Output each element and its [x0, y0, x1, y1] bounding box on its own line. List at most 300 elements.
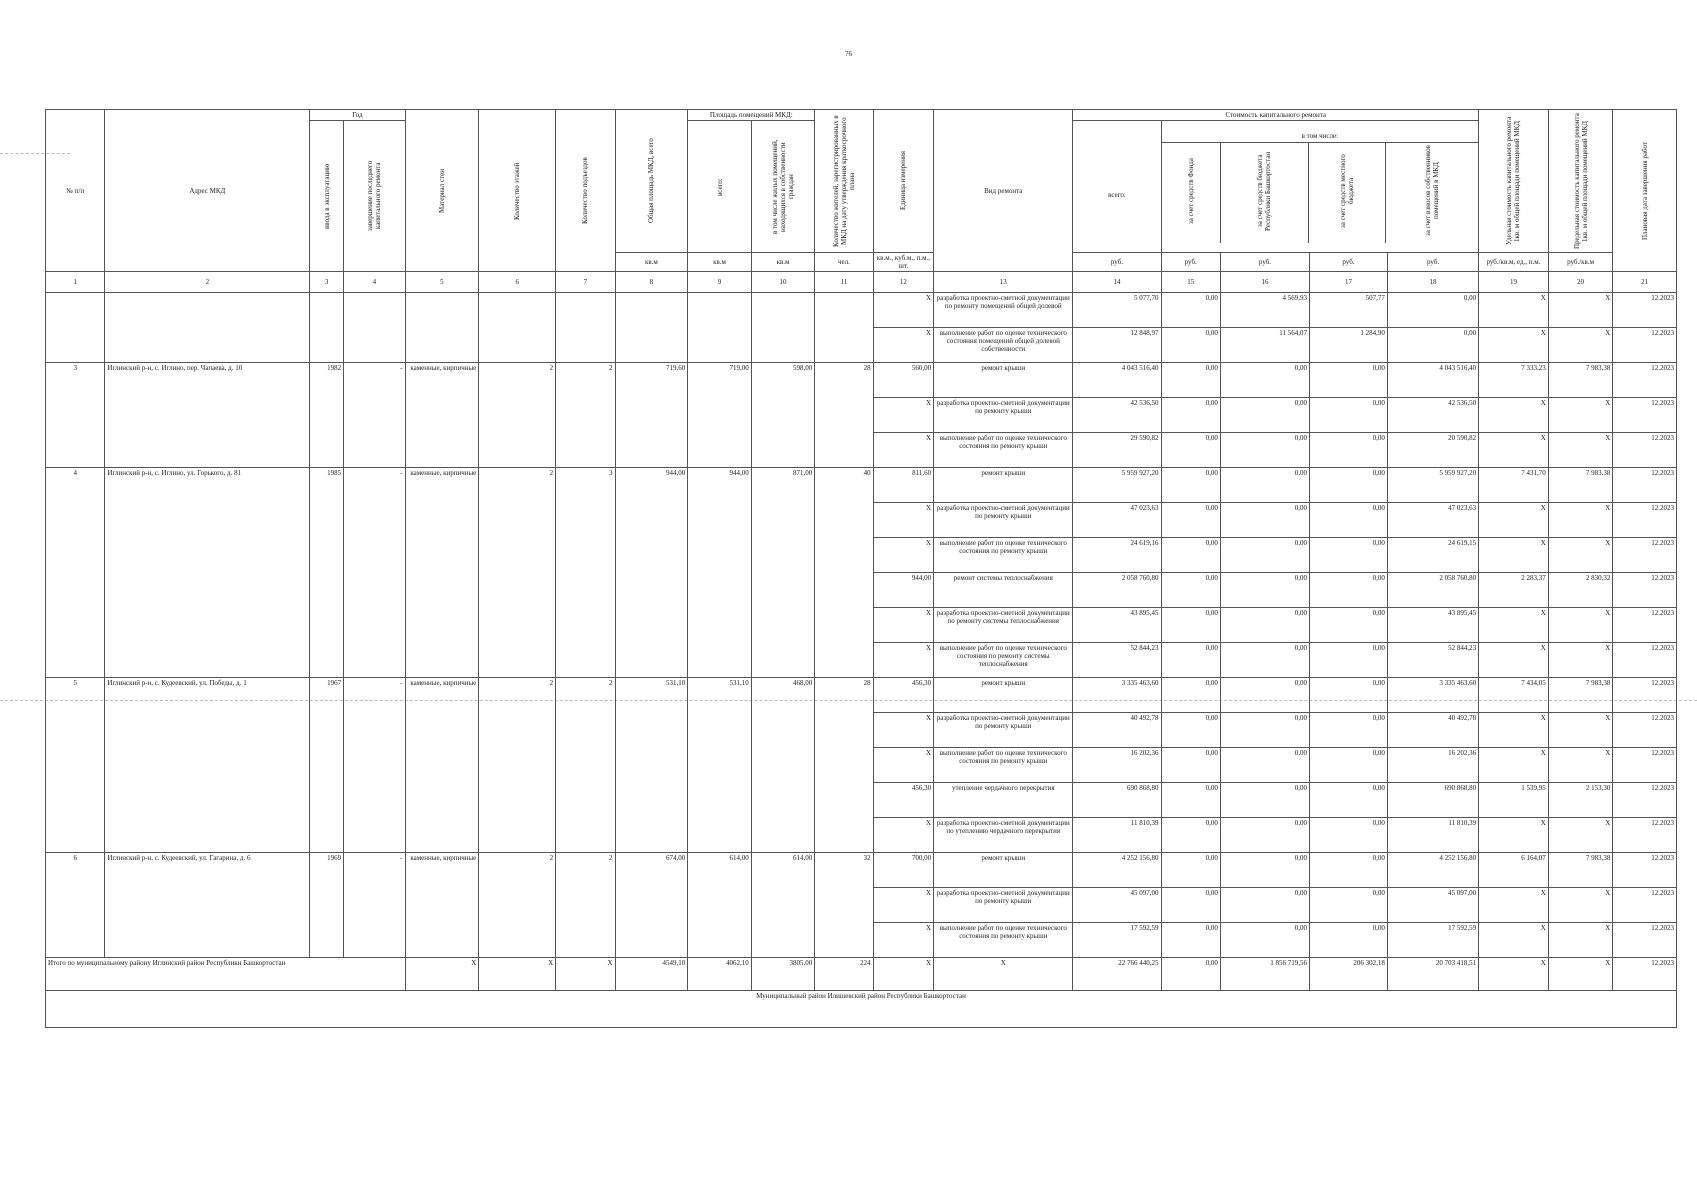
work-type: разработка проектно-сметной документации по ремонту крыши: [934, 503, 1073, 538]
cost-fund: 0,00: [1161, 433, 1220, 468]
header-n: № п/п: [46, 110, 105, 272]
house-year: 1969: [310, 853, 344, 958]
house-floors: 2: [479, 678, 556, 853]
column-number: 12: [873, 272, 933, 293]
work-type: разработка проектно-сметной документации по ремонту крыши: [934, 888, 1073, 923]
work-unit: 456,30: [873, 783, 933, 818]
header-max-cost: Предельная стоимость капитального ремонта 1кв. м общей площади помещений МКД: [1548, 110, 1613, 253]
cost-total: 52 844,23: [1073, 643, 1161, 678]
cost-republic: 0,00: [1220, 923, 1309, 958]
cost-local: 0,00: [1310, 433, 1388, 468]
empty-cell: [479, 293, 556, 363]
cost-fund: 0,00: [1161, 573, 1220, 608]
house-address: Иглинский р-н, с. Кудеевский, ул. Гагарина, д. 6: [105, 853, 310, 958]
column-number: 16: [1220, 272, 1309, 293]
cost-local: 0,00: [1310, 643, 1388, 678]
cost-republic: 0,00: [1220, 783, 1309, 818]
column-number: 3: [310, 272, 344, 293]
empty-cell: [815, 293, 873, 363]
planned-date: 12.2023: [1613, 363, 1677, 398]
unit-premises-total: кв.м: [688, 253, 752, 272]
cost-local: 0,00: [1310, 573, 1388, 608]
work-unit: X: [873, 433, 933, 468]
work-type: ремонт системы теплоснабжения: [934, 573, 1073, 608]
work-type: выполнение работ по оценке технического состояния по ремонту системы теплоснабжения: [934, 643, 1073, 678]
specific-cost: 6 164,07: [1479, 853, 1549, 888]
work-unit: 560,00: [873, 363, 933, 398]
work-type: ремонт крыши: [934, 363, 1073, 398]
unit-specific-cost: руб./кв.м, ед., п.м.: [1479, 253, 1549, 272]
empty-cell: [310, 293, 344, 363]
cost-republic: 0,00: [1220, 748, 1309, 783]
cost-republic: 0,00: [1220, 573, 1309, 608]
specific-cost: 2 283,37: [1479, 573, 1549, 608]
total-entrances: X: [556, 958, 615, 991]
planned-date: 12.2023: [1613, 503, 1677, 538]
table-row: [46, 363, 1677, 398]
cost-local: 507,77: [1310, 293, 1388, 328]
empty-cell: [46, 293, 105, 363]
total-material: X: [405, 958, 479, 991]
max-cost: X: [1548, 923, 1613, 958]
cost-owners: 2 058 760,80: [1387, 573, 1478, 608]
column-number: 10: [751, 272, 815, 293]
planned-date: 12.2023: [1613, 888, 1677, 923]
work-unit: X: [873, 608, 933, 643]
specific-cost: 7 434,05: [1479, 678, 1549, 713]
specific-cost: X: [1479, 398, 1549, 433]
max-cost: X: [1548, 293, 1613, 328]
cost-fund: 0,00: [1161, 328, 1220, 363]
max-cost: 7 983,38: [1548, 468, 1613, 503]
column-number: 14: [1073, 272, 1161, 293]
cost-local: 0,00: [1310, 503, 1388, 538]
cost-total: 47 023,63: [1073, 503, 1161, 538]
cost-owners: 5 959 927,20: [1387, 468, 1478, 503]
header-cost-owners: за счет взносов собственников помещений в МКД: [1423, 145, 1440, 237]
cost-local: 0,00: [1310, 468, 1388, 503]
cost-total: 42 536,50: [1073, 398, 1161, 433]
cost-total: 4 252 156,80: [1073, 853, 1161, 888]
header-year-commission: ввода в эксплуатацию: [310, 121, 344, 272]
total-local: 206 302,18: [1310, 958, 1388, 991]
house-living: 598,00: [751, 363, 815, 468]
total-label: Итого по муниципальному району Иглинский район Республики Башкортостан: [46, 958, 406, 991]
cost-owners: 11 810,39: [1387, 818, 1478, 853]
cost-fund: 0,00: [1161, 363, 1220, 398]
cost-total: 11 810,39: [1073, 818, 1161, 853]
header-floors: Количество этажей: [479, 110, 556, 272]
column-number: 17: [1310, 272, 1388, 293]
cost-republic: 0,00: [1220, 888, 1309, 923]
header-premises-total: всего:: [688, 121, 752, 253]
cost-owners: 17 592,59: [1387, 923, 1478, 958]
cost-fund: 0,00: [1161, 783, 1220, 818]
header-cost-group: Стоимость капитального ремонта: [1073, 110, 1479, 121]
house-number: 5: [46, 678, 105, 853]
house-entrances: 2: [556, 363, 615, 468]
unit-cost-republic: руб.: [1220, 253, 1309, 272]
cost-total: 24 619,16: [1073, 538, 1161, 573]
cost-republic: 0,00: [1220, 468, 1309, 503]
cost-total: 2 058 760,80: [1073, 573, 1161, 608]
house-premises: 531,10: [688, 678, 752, 853]
planned-date: 12.2023: [1613, 538, 1677, 573]
unit-total-area: кв.м: [615, 253, 688, 272]
total-republic: 1 856 719,56: [1220, 958, 1309, 991]
cost-republic: 0,00: [1220, 853, 1309, 888]
house-last-repair: -: [344, 468, 405, 678]
cost-owners: 42 536,50: [1387, 398, 1478, 433]
cost-fund: 0,00: [1161, 398, 1220, 433]
cost-fund: 0,00: [1161, 678, 1220, 713]
house-year: 1982: [310, 363, 344, 468]
table-row: [46, 293, 1677, 328]
house-entrances: 2: [556, 853, 615, 958]
cost-local: 0,00: [1310, 783, 1388, 818]
work-unit: X: [873, 888, 933, 923]
house-number: 3: [46, 363, 105, 468]
work-unit: X: [873, 503, 933, 538]
cost-republic: 4 569,93: [1220, 293, 1309, 328]
header-planned-date: Плановая дата завершения работ: [1613, 110, 1677, 272]
unit-premises-fee: кв.м: [751, 253, 815, 272]
work-unit: 944,00: [873, 573, 933, 608]
house-area: 531,10: [615, 678, 688, 853]
header-specific-cost: Удельная стоимость капитального ремонта 1кв. м общей площади помещений МКД: [1479, 110, 1549, 253]
unit-residents: чел.: [815, 253, 873, 272]
planned-date: 12.2023: [1613, 328, 1677, 363]
cost-local: 0,00: [1310, 398, 1388, 433]
unit-cost-total: руб.: [1073, 253, 1161, 272]
work-unit: X: [873, 643, 933, 678]
table-row: [46, 468, 1677, 503]
specific-cost: X: [1479, 328, 1549, 363]
house-residents: 28: [815, 678, 873, 853]
header-cost-fund: за счет средств Фонда: [1186, 158, 1195, 224]
work-unit: X: [873, 293, 933, 328]
cost-republic: 0,00: [1220, 818, 1309, 853]
cost-republic: 0,00: [1220, 643, 1309, 678]
house-floors: 2: [479, 363, 556, 468]
cost-local: 0,00: [1310, 748, 1388, 783]
empty-cell: [405, 293, 479, 363]
work-unit: X: [873, 923, 933, 958]
house-number: 4: [46, 468, 105, 678]
cost-total: 4 043 516,40: [1073, 363, 1161, 398]
cost-local: 0,00: [1310, 853, 1388, 888]
specific-cost: X: [1479, 643, 1549, 678]
cost-fund: 0,00: [1161, 293, 1220, 328]
planned-date: 12.2023: [1613, 713, 1677, 748]
max-cost: 7 983,38: [1548, 363, 1613, 398]
specific-cost: X: [1479, 538, 1549, 573]
empty-cell: [105, 293, 310, 363]
total-row: [46, 958, 1677, 991]
table-row: [46, 678, 1677, 713]
cost-owners: 24 619,15: [1387, 538, 1478, 573]
empty-cell: [556, 293, 615, 363]
house-living: 468,00: [751, 678, 815, 853]
cost-total: 29 590,82: [1073, 433, 1161, 468]
column-number: 19: [1479, 272, 1549, 293]
header-wall-material: Материал стен: [405, 110, 479, 272]
cost-republic: 0,00: [1220, 608, 1309, 643]
work-unit: X: [873, 538, 933, 573]
cost-republic: 0,00: [1220, 713, 1309, 748]
cost-fund: 0,00: [1161, 818, 1220, 853]
unit-cost-fund: руб.: [1161, 253, 1220, 272]
planned-date: 12.2023: [1613, 433, 1677, 468]
cost-total: 43 895,45: [1073, 608, 1161, 643]
house-address: Иглинский р-н, с. Иглино, ул. Горького, д. 81: [105, 468, 310, 678]
specific-cost: X: [1479, 713, 1549, 748]
cost-owners: 47 023,63: [1387, 503, 1478, 538]
total-premises: 4062,10: [688, 958, 752, 991]
work-type: разработка проектно-сметной документации по утеплению чердачного перекрытия: [934, 818, 1073, 853]
house-residents: 32: [815, 853, 873, 958]
max-cost: X: [1548, 888, 1613, 923]
total-fund: 0,00: [1161, 958, 1220, 991]
planned-date: 12.2023: [1613, 573, 1677, 608]
specific-cost: X: [1479, 923, 1549, 958]
cost-local: 0,00: [1310, 363, 1388, 398]
cost-total: 5 077,70: [1073, 293, 1161, 328]
cost-local: 0,00: [1310, 538, 1388, 573]
cost-total: 12 848,97: [1073, 328, 1161, 363]
cost-owners: 20 590,82: [1387, 433, 1478, 468]
specific-cost: X: [1479, 748, 1549, 783]
cost-total: 17 592,59: [1073, 923, 1161, 958]
work-type: ремонт крыши: [934, 853, 1073, 888]
work-type: разработка проектно-сметной документации по ремонту крыши: [934, 713, 1073, 748]
total-max: X: [1548, 958, 1613, 991]
cost-total: 16 202,36: [1073, 748, 1161, 783]
header-entrances: Количество подъездов: [556, 110, 615, 272]
column-number: 15: [1161, 272, 1220, 293]
column-number: 9: [688, 272, 752, 293]
total-work: X: [934, 958, 1073, 991]
table-body: [46, 293, 1677, 1028]
planned-date: 12.2023: [1613, 293, 1677, 328]
planned-date: 12.2023: [1613, 398, 1677, 433]
max-cost: X: [1548, 503, 1613, 538]
total-date: 12.2023: [1613, 958, 1677, 991]
cost-fund: 0,00: [1161, 923, 1220, 958]
header-year-last-repair: завершение последнего капитального ремонта: [344, 121, 405, 272]
planned-date: 12.2023: [1613, 643, 1677, 678]
max-cost: X: [1548, 713, 1613, 748]
specific-cost: X: [1479, 608, 1549, 643]
work-type: выполнение работ по оценке технического состояния по ремонту крыши: [934, 433, 1073, 468]
column-number: 1: [46, 272, 105, 293]
cost-local: 0,00: [1310, 678, 1388, 713]
work-unit: X: [873, 713, 933, 748]
max-cost: 2 830,32: [1548, 573, 1613, 608]
header-address: Адрес МКД: [105, 110, 310, 272]
house-premises: 719,00: [688, 363, 752, 468]
header-unit: Единица измерения: [873, 110, 933, 253]
cost-total: 40 492,78: [1073, 713, 1161, 748]
max-cost: 7 983,38: [1548, 678, 1613, 713]
column-number: 2: [105, 272, 310, 293]
specific-cost: X: [1479, 293, 1549, 328]
work-type: разработка проектно-сметной документации по ремонту крыши: [934, 398, 1073, 433]
cost-owners: 16 202,36: [1387, 748, 1478, 783]
house-premises: 944,00: [688, 468, 752, 678]
column-number: 4: [344, 272, 405, 293]
cost-owners: 0,00: [1387, 328, 1478, 363]
total-owners: 20 703 418,51: [1387, 958, 1478, 991]
specific-cost: 1 539,95: [1479, 783, 1549, 818]
cost-owners: 40 492,78: [1387, 713, 1478, 748]
cost-owners: 52 844,23: [1387, 643, 1478, 678]
cost-republic: 0,00: [1220, 363, 1309, 398]
specific-cost: X: [1479, 503, 1549, 538]
cost-republic: 0,00: [1220, 398, 1309, 433]
total-floors: X: [479, 958, 556, 991]
house-premises: 614,00: [688, 853, 752, 958]
column-number: 21: [1613, 272, 1677, 293]
cost-fund: 0,00: [1161, 538, 1220, 573]
house-area: 944,00: [615, 468, 688, 678]
house-last-repair: -: [344, 678, 405, 853]
header-cost-local: за счет средств местного бюджета: [1338, 154, 1355, 228]
cost-fund: 0,00: [1161, 608, 1220, 643]
max-cost: X: [1548, 433, 1613, 468]
cost-local: 0,00: [1310, 818, 1388, 853]
house-residents: 28: [815, 363, 873, 468]
cost-owners: 4 252 156,80: [1387, 853, 1478, 888]
column-number: 13: [934, 272, 1073, 293]
total-residents: 224: [815, 958, 873, 991]
work-unit: X: [873, 818, 933, 853]
max-cost: 7 983,38: [1548, 853, 1613, 888]
house-living: 871,00: [751, 468, 815, 678]
specific-cost: X: [1479, 888, 1549, 923]
cost-local: 1 284,90: [1310, 328, 1388, 363]
cost-owners: 4 043 516,40: [1387, 363, 1478, 398]
house-material: каменные, кирпичные: [405, 468, 479, 678]
unit-max-cost: руб./кв.м: [1548, 253, 1613, 272]
total-cost: 22 766 440,25: [1073, 958, 1161, 991]
house-floors: 2: [479, 468, 556, 678]
column-number: 8: [615, 272, 688, 293]
max-cost: X: [1548, 748, 1613, 783]
max-cost: X: [1548, 608, 1613, 643]
page-number: 76: [845, 50, 852, 58]
cost-owners: 43 895,45: [1387, 608, 1478, 643]
header-total-area: Общая площадь МКД, всего: [615, 110, 688, 253]
header-incl-wrap: [1161, 121, 1479, 253]
column-number: 7: [556, 272, 615, 293]
municipality-row: [46, 991, 1677, 1028]
max-cost: X: [1548, 328, 1613, 363]
house-area: 674,00: [615, 853, 688, 958]
work-unit: X: [873, 748, 933, 783]
cost-fund: 0,00: [1161, 853, 1220, 888]
planned-date: 12.2023: [1613, 853, 1677, 888]
planned-date: 12.2023: [1613, 923, 1677, 958]
cost-fund: 0,00: [1161, 748, 1220, 783]
work-type: разработка проектно-сметной документации по ремонту системы теплоснабжения: [934, 608, 1073, 643]
work-type: разработка проектно-сметной документации по ремонту помещений общей долевой: [934, 293, 1073, 328]
house-area: 719,60: [615, 363, 688, 468]
cost-total: 690 868,80: [1073, 783, 1161, 818]
column-number: 20: [1548, 272, 1613, 293]
work-type: утепление чердачного перекрытия: [934, 783, 1073, 818]
header-residents: Количество жителей, зарегистрированных в МКД на дату утверждения краткосрочного плана: [815, 110, 873, 253]
house-address: Иглинский р-н, с. Кудеевский, ул. Победы, д. 1: [105, 678, 310, 853]
cost-owners: 45 097,00: [1387, 888, 1478, 923]
house-last-repair: -: [344, 363, 405, 468]
empty-cell: [615, 293, 688, 363]
house-year: 1967: [310, 678, 344, 853]
specific-cost: 7 431,70: [1479, 468, 1549, 503]
work-unit: 700,00: [873, 853, 933, 888]
house-floors: 2: [479, 853, 556, 958]
specific-cost: X: [1479, 433, 1549, 468]
cost-local: 0,00: [1310, 888, 1388, 923]
cost-owners: 690 868,80: [1387, 783, 1478, 818]
work-type: выполнение работ по оценке технического состояния по ремонту крыши: [934, 538, 1073, 573]
work-type: ремонт крыши: [934, 468, 1073, 503]
planned-date: 12.2023: [1613, 748, 1677, 783]
empty-cell: [688, 293, 752, 363]
house-material: каменные, кирпичные: [405, 853, 479, 958]
planned-date: 12.2023: [1613, 818, 1677, 853]
cost-fund: 0,00: [1161, 713, 1220, 748]
header-cost-total: всего:: [1108, 191, 1126, 199]
total-unit: X: [873, 958, 933, 991]
unit-cost-owners: руб.: [1387, 253, 1478, 272]
cost-fund: 0,00: [1161, 503, 1220, 538]
column-number: 5: [405, 272, 479, 293]
max-cost: X: [1548, 538, 1613, 573]
header-premises-group: Площадь помещений МКД:: [688, 110, 815, 121]
column-number: 11: [815, 272, 873, 293]
house-entrances: 2: [556, 678, 615, 853]
house-year: 1985: [310, 468, 344, 678]
column-number-row: [46, 272, 1677, 293]
cost-republic: 0,00: [1220, 503, 1309, 538]
municipality-title: Муниципальный район Илишевский район Республики Башкортостан: [46, 991, 1677, 1028]
planned-date: 12.2023: [1613, 608, 1677, 643]
max-cost: X: [1548, 398, 1613, 433]
cost-fund: 0,00: [1161, 643, 1220, 678]
unit-unit: кв.м., куб.м., п.м., шт.: [873, 253, 933, 272]
header-year-group: Год: [310, 110, 405, 121]
house-entrances: 3: [556, 468, 615, 678]
cost-local: 0,00: [1310, 608, 1388, 643]
cost-total: 45 097,00: [1073, 888, 1161, 923]
cost-local: 0,00: [1310, 923, 1388, 958]
total-area: 4549,10: [615, 958, 688, 991]
cost-local: 0,00: [1310, 713, 1388, 748]
cost-total: 3 335 463,60: [1073, 678, 1161, 713]
house-material: каменные, кирпичные: [405, 363, 479, 468]
work-type: ремонт крыши: [934, 678, 1073, 713]
max-cost: X: [1548, 818, 1613, 853]
column-number: 6: [479, 272, 556, 293]
max-cost: 2 153,30: [1548, 783, 1613, 818]
house-last-repair: -: [344, 853, 405, 958]
planned-date: 12.2023: [1613, 678, 1677, 713]
specific-cost: 7 333,23: [1479, 363, 1549, 398]
max-cost: X: [1548, 643, 1613, 678]
total-living: 3805,00: [751, 958, 815, 991]
total-specific: X: [1479, 958, 1549, 991]
